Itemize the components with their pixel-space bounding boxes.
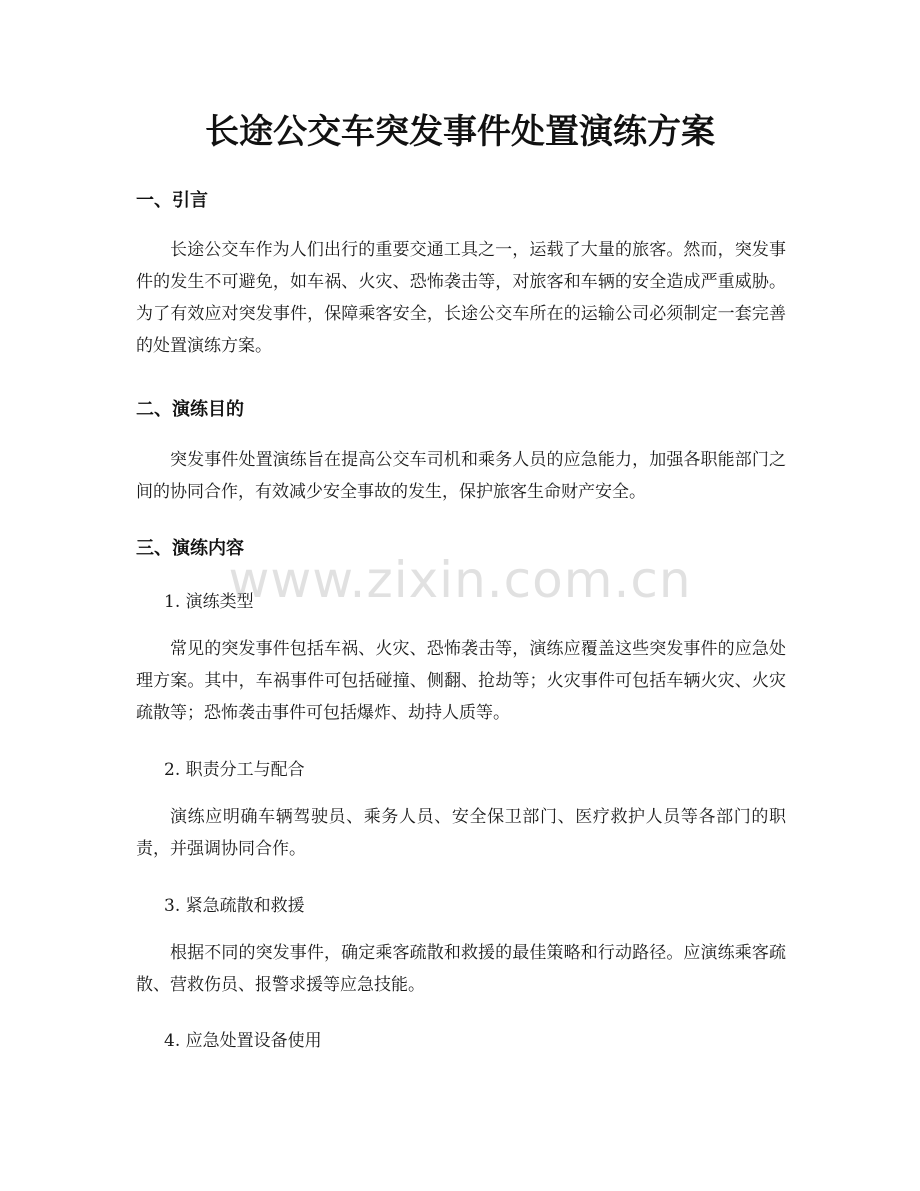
section-paragraph-purpose: 突发事件处置演练旨在提高公交车司机和乘务人员的应急能力，加强各职能部门之间的协同合作，有效减少安全事故的发生，保护旅客生命财产安全。 (136, 450, 786, 502)
subheading-equipment: 4. 应急处置设备使用 (164, 1031, 322, 1051)
watermark: www.zixin.com.cn (228, 551, 692, 609)
section-heading-introduction: 一、引言 (136, 190, 208, 211)
section-heading-content: 三、演练内容 (136, 538, 244, 559)
paragraph-evacuation: 根据不同的突发事件，确定乘客疏散和救援的最佳策略和行动路径。应演练乘客疏散、营救伤员、报警求援等应急技能。 (136, 943, 786, 995)
paragraph-drill-type: 常见的突发事件包括车祸、火灾、恐怖袭击等，演练应覆盖这些突发事件的应急处理方案。其中，车祸事件可包括碰撞、侧翻、抢劫等；火灾事件可包括车辆火灾、火灾疏散等；恐怖袭击事件可包括爆炸、劫持人质等。 (136, 639, 786, 723)
subheading-responsibilities: 2. 职责分工与配合 (164, 760, 305, 780)
subheading-evacuation: 3. 紧急疏散和救援 (164, 896, 305, 916)
subheading-drill-type: 1. 演练类型 (164, 592, 254, 612)
section-heading-purpose: 二、演练目的 (136, 399, 244, 420)
document-title: 长途公交车突发事件处置演练方案 (205, 112, 715, 152)
section-paragraph-introduction: 长途公交车作为人们出行的重要交通工具之一，运载了大量的旅客。然而，突发事件的发生不可避免，如车祸、火灾、恐怖袭击等，对旅客和车辆的安全造成严重威胁。为了有效应对突发事件，保障乘客安全，长途公交车所在的运输公司必须制定一套完善的处置演练方案。 (136, 240, 786, 356)
paragraph-responsibilities: 演练应明确车辆驾驶员、乘务人员、安全保卫部门、医疗救护人员等各部门的职责，并强调协同合作。 (136, 807, 786, 859)
